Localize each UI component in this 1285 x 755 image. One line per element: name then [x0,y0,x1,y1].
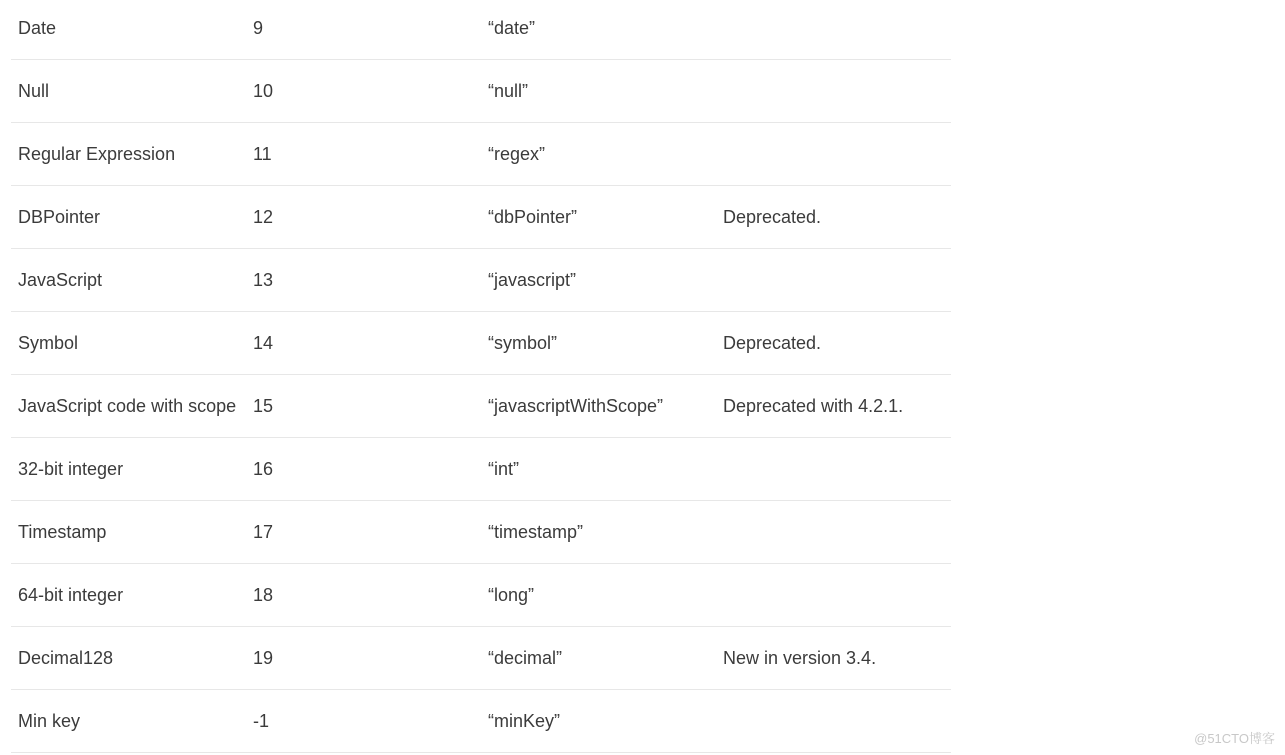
table-row [11,627,951,690]
alias-cell: “dbPointer” [488,207,578,227]
number-cell: 12 [253,207,274,227]
alias-cell: “long” [488,585,535,605]
alias-cell: “minKey” [488,711,561,731]
notes-cell: Deprecated. [723,333,822,353]
table-row [11,501,951,564]
notes-cell: Deprecated. [723,207,822,227]
number-cell: 9 [253,18,264,38]
number-cell: 17 [253,522,274,542]
number-cell: 18 [253,585,274,605]
type-cell: 32-bit integer [18,459,124,479]
notes-cell: New in version 3.4. [723,648,877,668]
alias-cell: “int” [488,459,519,479]
type-cell: Date [18,18,57,38]
table-row [11,375,951,438]
number-cell: 19 [253,648,274,668]
notes-cell: Deprecated with 4.2.1. [723,396,904,416]
alias-cell: “javascript” [488,270,577,290]
bson-types-table [11,0,951,753]
table-row [11,312,951,375]
alias-cell: “date” [488,18,536,38]
type-cell: Min key [18,711,81,731]
type-cell: Timestamp [18,522,107,542]
type-cell: 64-bit integer [18,585,124,605]
type-cell: JavaScript code with scope [18,396,237,416]
table-row [11,249,951,312]
number-cell: 16 [253,459,274,479]
watermark: @51CTO博客 [1194,731,1275,746]
table-row [11,60,951,123]
number-cell: 15 [253,396,274,416]
table-row [11,123,951,186]
type-cell: Decimal128 [18,648,114,668]
number-cell: 14 [253,333,274,353]
alias-cell: “symbol” [488,333,558,353]
table-row [11,438,951,501]
table-row [11,564,951,627]
alias-cell: “regex” [488,144,546,164]
type-cell: JavaScript [18,270,103,290]
number-cell: 13 [253,270,274,290]
number-cell: -1 [253,711,270,731]
table-row [11,186,951,249]
type-cell: Symbol [18,333,79,353]
alias-cell: “javascriptWithScope” [488,396,664,416]
alias-cell: “null” [488,81,529,101]
alias-cell: “decimal” [488,648,563,668]
number-cell: 10 [253,81,274,101]
alias-cell: “timestamp” [488,522,584,542]
number-cell: 11 [253,144,272,164]
table-row [11,0,951,60]
type-cell: Regular Expression [18,144,176,164]
table-row [11,690,951,753]
type-cell: DBPointer [18,207,101,227]
type-cell: Null [18,81,50,101]
